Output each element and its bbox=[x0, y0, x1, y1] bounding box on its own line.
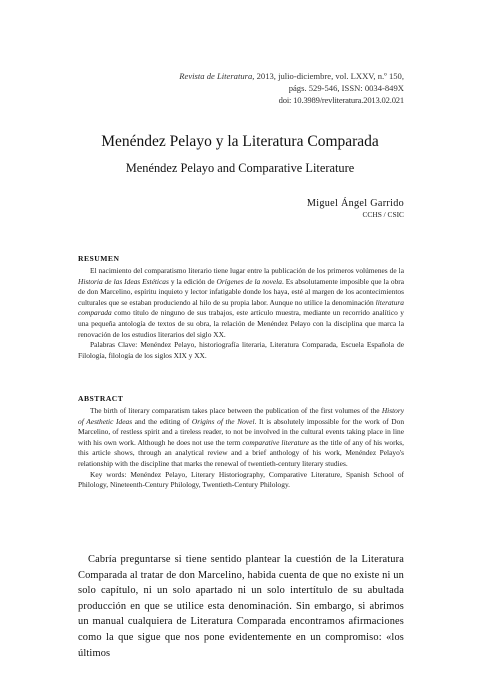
resumen-block bbox=[78, 266, 404, 361]
resumen-keywords-text: Menéndez Pelayo, historiografía literaria, Literatura Comparada, Escuela Española de Filología, filología de los siglos XIX y XX. bbox=[78, 340, 404, 360]
journal-name: Revista de Literatura, bbox=[179, 71, 255, 81]
abstract-block bbox=[78, 406, 404, 491]
abstract-italic-2: Origins of the Novel bbox=[191, 416, 255, 426]
resumen-keywords-label: Palabras Clave: bbox=[90, 340, 138, 350]
abstract-keywords-label: Key words: bbox=[90, 469, 127, 479]
citation-header bbox=[104, 70, 404, 106]
abstract-text bbox=[78, 406, 404, 470]
resumen-italic-1: Historia de las Ideas Estéticas bbox=[78, 276, 169, 286]
resumen-italic-2: Orígenes de la novela bbox=[216, 276, 282, 286]
abstract-keywords bbox=[78, 470, 404, 491]
resumen-text-c: y la edición de bbox=[168, 276, 217, 286]
body-paragraph: Cabría preguntarse si tiene sentido plantear la cuestión de la Literatura Comparada al tratar de don Marcelino, habida cuenta de que no existe ni un solo capítulo, ni un solo apartado ni un solo intertítulo de su abultada producción en que se utilice esta denominación. Sin embargo, si abrimos un manual cualquiera de Literatura Comparada encontramos afirmaciones como la que sigue que nos pone evidentemente en un compromiso: «los últimos bbox=[78, 554, 404, 659]
abstract-text-g: as the title of any of his works, this article shows, through an analytical review and a brief anthology of his work, Menéndez Pelayo's relationship with the discipline that marks the renewal of twentieth-century literary studies. bbox=[78, 437, 405, 468]
abstract-italic-1: History of Aesthetic Ideas bbox=[78, 406, 404, 426]
abstract-text-e: . It is absolutely impossible for the work of Don Marcelino, of restless spirit and a tireless reader, to not be involved in the cultural events taking place in line with his own work. Although he does not use the term bbox=[78, 416, 405, 447]
author-name: Miguel Ángel Garrido bbox=[306, 198, 404, 209]
body-text bbox=[78, 552, 404, 661]
abstract-italic-3: comparative literature bbox=[242, 437, 310, 447]
resumen-text-g: como título de ninguno de sus trabajos, este artículo muestra, mediante un recorrido analítico y una pequeña antología de textos de su obra, la relación de Menéndez Pelayo con la disciplina que marca la renovación de los estudios literarios del siglo XX. bbox=[78, 308, 404, 339]
abstract-keywords-text: Menéndez Pelayo, Literary Historiography, Comparative Literature, Spanish School of Philology, Nineteenth-Century Philology, Twentieth-Century Philology. bbox=[78, 469, 405, 490]
citation-doi: doi: 10.3989/revliteratura.2013.02.021 bbox=[278, 95, 404, 105]
abstract-text-a: The birth of literary comparatism takes place between the publication of the first volumes of the bbox=[90, 406, 382, 415]
abstract-heading: ABSTRACT bbox=[78, 394, 124, 403]
resumen-keywords bbox=[78, 340, 404, 361]
resumen-text bbox=[78, 266, 404, 340]
resumen-heading: RESUMEN bbox=[78, 254, 120, 263]
resumen-text-a: El nacimiento del comparatismo literario tiene lugar entre la publicación de los primeros volúmenes de la bbox=[90, 266, 404, 275]
citation-pages: págs. 529-546, ISSN: 0034-849X bbox=[288, 83, 404, 93]
abstract-text-c: and the editing of bbox=[132, 416, 192, 426]
resumen-italic-3: literatura comparada bbox=[78, 297, 404, 318]
citation-line-1 bbox=[104, 70, 404, 82]
resumen-text-e: . Es absolutamente imposible que la obra de don Marcelino, espíritu inquieto y lector infatigable donde los haya, esté al margen de los acontecimientos culturales que se estaban produciendo al hilo de su propia labor. Aunque no utilice la denominación bbox=[78, 276, 405, 307]
journal-issue: 2013, julio-diciembre, vol. LXXV, n.º 150, bbox=[254, 71, 404, 81]
article-title: Menéndez Pelayo y la Literatura Comparada bbox=[101, 133, 379, 150]
article-subtitle: Menéndez Pelayo and Comparative Literature bbox=[125, 161, 355, 175]
author-affiliation: CCHS / CSIC bbox=[362, 210, 404, 219]
